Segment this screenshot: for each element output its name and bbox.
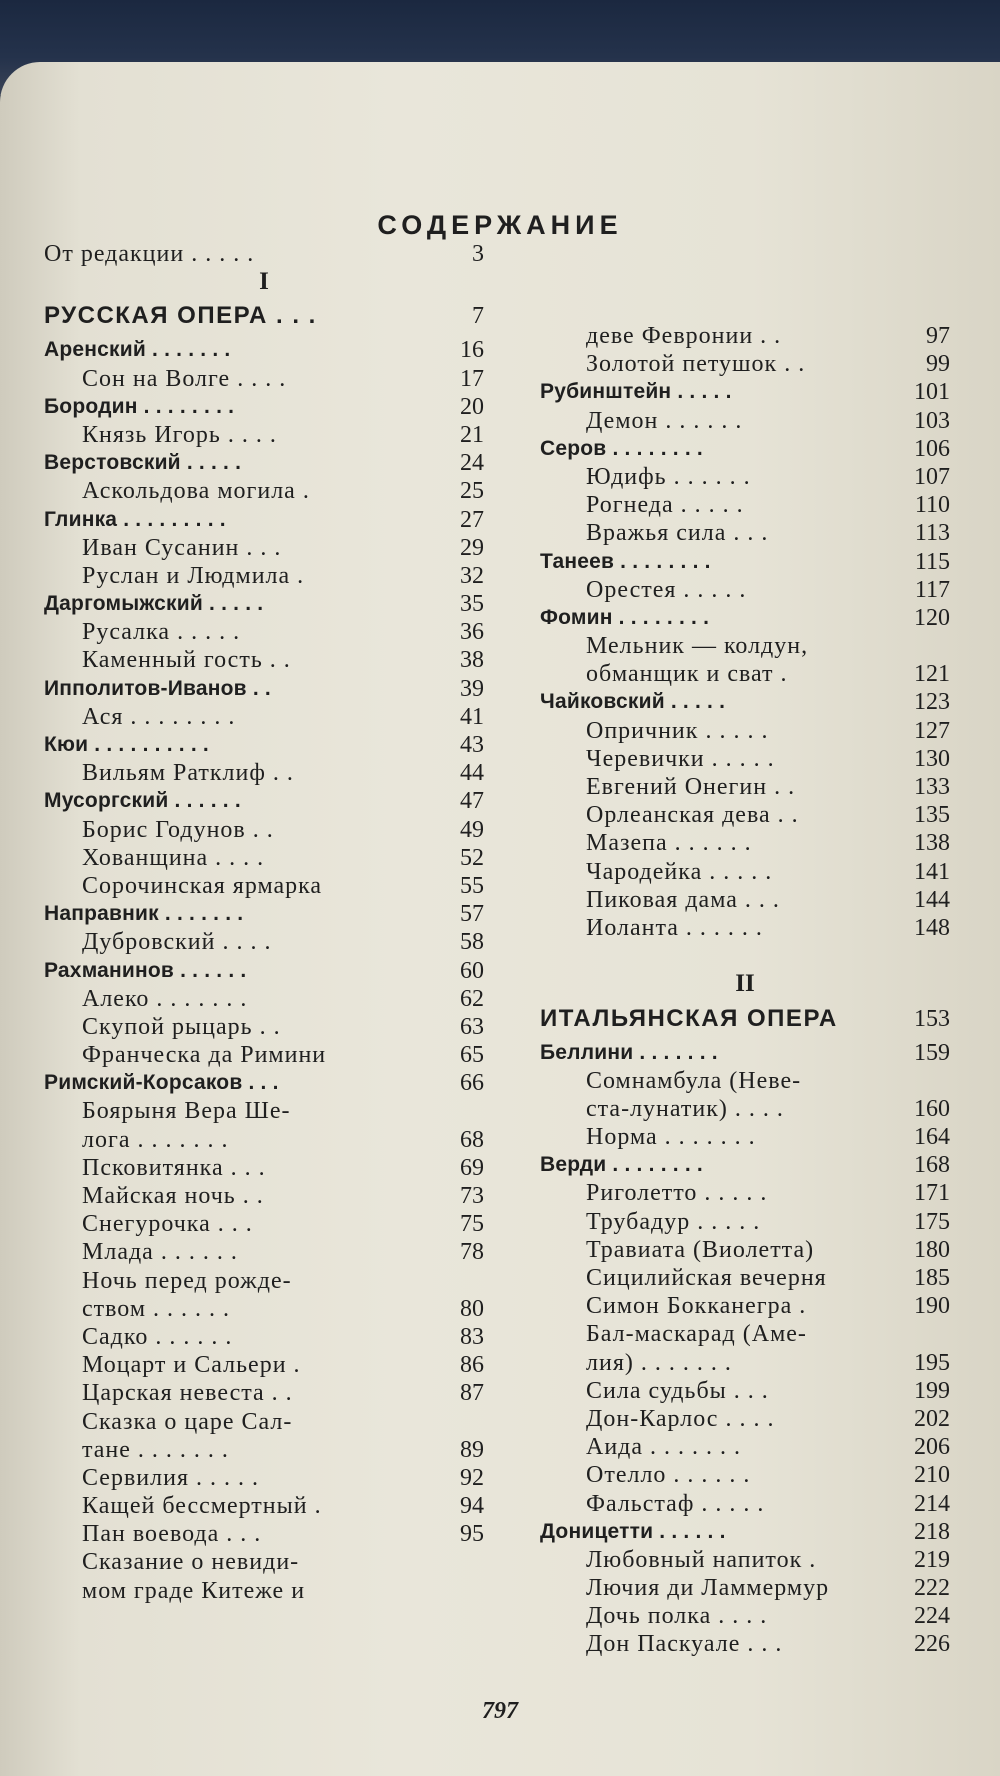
toc-entry-page: 120 — [914, 604, 950, 631]
toc-entry-page: 73 — [460, 1183, 484, 1209]
toc-entry-work — [540, 1179, 950, 1207]
toc-entry-page: 144 — [914, 886, 950, 913]
toc-entry-composer — [44, 900, 484, 928]
toc-entry-title: Верди . . . . . . . . — [540, 1153, 703, 1177]
toc-entry-title: Доницетти . . . . . . — [540, 1519, 726, 1543]
toc-entry-title: Чайковский . . . . . — [540, 690, 726, 714]
toc-entry-title: Сказание о невиди- — [82, 1549, 300, 1576]
toc-entry-work — [44, 1492, 484, 1520]
toc-entry-page: 25 — [460, 478, 484, 505]
toc-entry-composer — [540, 378, 950, 406]
toc-entry-page: 110 — [914, 492, 950, 519]
toc-entry-page: 171 — [914, 1180, 950, 1207]
toc-entry-title: Трубадур . . . . . — [586, 1208, 761, 1235]
toc-entry-work — [44, 421, 484, 449]
toc-entry-title: ста-лунатик) . . . . — [586, 1095, 784, 1122]
toc-entry-page: 175 — [914, 1208, 950, 1235]
toc-entry-title: Демон . . . . . . — [586, 407, 743, 434]
toc-entry-title: Иоланта . . . . . . — [586, 914, 763, 941]
toc-entry-page: 130 — [914, 745, 950, 772]
toc-entry-page: 199 — [914, 1377, 950, 1404]
toc-entry-intro — [44, 240, 484, 268]
toc-entry-page: 135 — [914, 802, 950, 829]
toc-entry-title: деве Февронии . . — [586, 323, 782, 349]
toc-entry-work — [44, 1097, 484, 1125]
toc-entry-work — [540, 1067, 950, 1095]
toc-entry-title: Беллини . . . . . . . — [540, 1040, 718, 1064]
toc-entry-work — [540, 914, 950, 942]
toc-entry-title: Любовный напиток . — [586, 1546, 817, 1573]
toc-entry-work — [44, 1210, 484, 1238]
toc-entry-work — [540, 407, 950, 435]
toc-entry-work — [540, 886, 950, 914]
toc-entry-work — [44, 365, 484, 393]
toc-entry-work — [540, 463, 950, 491]
toc-entry-title: Дубровский . . . . — [82, 929, 272, 956]
toc-entry-work — [540, 1208, 950, 1236]
toc-entry-cont — [44, 1126, 484, 1154]
toc-entry-page: 92 — [460, 1464, 484, 1491]
toc-entry-title: обманщик и сват . — [586, 661, 788, 688]
toc-entry-cont — [540, 1349, 950, 1377]
toc-entry-title: Евгений Онегин . . — [586, 774, 796, 800]
toc-entry-work — [44, 1041, 484, 1069]
toc-entry-title: Бал-маскарад (Аме- — [586, 1321, 807, 1348]
toc-entry-page: 95 — [460, 1521, 484, 1548]
toc-entry-page: 224 — [914, 1603, 950, 1630]
toc-entry-work — [540, 632, 950, 660]
toc-entry-title: Кюи . . . . . . . . . . — [44, 733, 209, 756]
toc-entry-title: лога . . . . . . . — [82, 1126, 229, 1153]
toc-entry-title: Сказка о царе Сал- — [82, 1408, 293, 1435]
toc-entry-page: 21 — [460, 421, 484, 448]
toc-entry-page: 101 — [914, 379, 950, 406]
toc-entry-work — [540, 1123, 950, 1151]
toc-entry-work — [540, 1461, 950, 1489]
toc-entry-work — [540, 350, 950, 378]
toc-entry-title: мом граде Китеже и — [82, 1577, 306, 1604]
toc-entry-title: Руслан и Людмила . — [82, 562, 305, 589]
toc-entry-page: 133 — [914, 774, 950, 800]
toc-entry-title: Черевички . . . . . — [586, 745, 775, 772]
toc-entry-page: 164 — [914, 1124, 950, 1151]
toc-left-column — [44, 240, 484, 1605]
toc-entry-title: Борис Годунов . . — [82, 816, 274, 843]
toc-entry-work — [44, 872, 484, 900]
toc-entry-page: 44 — [460, 760, 484, 787]
toc-entry-work — [540, 491, 950, 519]
toc-entry-cont — [44, 1295, 484, 1323]
toc-entry-title: Отелло . . . . . . — [586, 1462, 751, 1489]
toc-entry-page: 3 — [472, 241, 484, 267]
toc-entry-title: Сервилия . . . . . — [82, 1464, 259, 1491]
toc-entry-page: 113 — [914, 520, 950, 547]
toc-entry-page: 148 — [914, 914, 950, 941]
toc-entry-title: Норма . . . . . . . — [586, 1124, 756, 1151]
toc-entry-page: 63 — [460, 1013, 484, 1040]
toc-entry-page: 57 — [460, 901, 484, 928]
toc-entry-work — [44, 1351, 484, 1379]
toc-entry-page: 43 — [460, 732, 484, 758]
toc-entry-work — [44, 1464, 484, 1492]
toc-entry-title: Иван Сусанин . . . — [82, 534, 282, 561]
toc-entry-title: Скупой рыцарь . . — [82, 1013, 281, 1040]
toc-entry-title: РУССКАЯ ОПЕРА . . . — [44, 302, 317, 330]
toc-entry-title: Серов . . . . . . . . — [540, 436, 703, 460]
toc-entry-page: 35 — [460, 591, 484, 618]
toc-entry-page: 206 — [914, 1434, 950, 1461]
toc-entry-composer — [44, 393, 484, 421]
toc-entry-work — [44, 562, 484, 590]
toc-entry-title: Снегурочка . . . — [82, 1211, 253, 1238]
toc-entry-page: 123 — [914, 689, 950, 716]
toc-entry-title: I — [259, 268, 269, 296]
toc-entry-page: 80 — [460, 1295, 484, 1322]
toc-entry-title: Царская невеста . . — [82, 1380, 293, 1407]
toc-entry-title: Вильям Ратклиф . . — [82, 760, 294, 787]
toc-entry-part — [44, 268, 484, 296]
toc-entry-composer — [44, 957, 484, 985]
toc-entry-work — [540, 1630, 950, 1658]
toc-entry-work — [540, 829, 950, 857]
toc-entry-composer — [540, 548, 950, 576]
toc-entry-page: 214 — [914, 1490, 950, 1517]
toc-entry-title: Лючия ди Ламмермур — [586, 1575, 830, 1602]
toc-entry-page: 97 — [926, 323, 950, 349]
toc-entry-page: 27 — [460, 506, 484, 533]
toc-entry-page: 141 — [914, 858, 950, 885]
toc-entry-work — [44, 1182, 484, 1210]
toc-entry-title: Мусоргский . . . . . . — [44, 789, 241, 813]
toc-entry-title: От редакции . . . . . — [44, 241, 255, 267]
toc-entry-title: Рахманинов . . . . . . — [44, 958, 247, 982]
toc-entry-title: Дочь полка . . . . — [586, 1603, 768, 1630]
toc-entry-work — [44, 816, 484, 844]
toc-entry-title: Моцарт и Сальери . — [82, 1352, 301, 1379]
toc-entry-title: II — [735, 970, 755, 998]
toc-entry-page: 153 — [914, 1005, 950, 1032]
toc-entry-title: Юдифь . . . . . . — [586, 463, 751, 490]
toc-entry-work — [540, 1546, 950, 1574]
toc-entry-page: 55 — [460, 872, 484, 899]
toc-entry-composer — [44, 449, 484, 477]
toc-entry-page: 195 — [914, 1349, 950, 1376]
toc-entry-page: 65 — [460, 1042, 484, 1069]
toc-entry-cont — [44, 1577, 484, 1605]
toc-entry-page: 20 — [460, 393, 484, 420]
toc-entry-blank — [540, 942, 950, 970]
toc-entry-title: Рубинштейн . . . . . — [540, 380, 732, 404]
toc-entry-work — [540, 1433, 950, 1461]
toc-entry-title: Хованщина . . . . — [82, 844, 265, 871]
toc-entry-title: Фальстаф . . . . . — [586, 1490, 765, 1517]
toc-entry-title: Вражья сила . . . — [586, 520, 769, 547]
toc-entry-title: Сила судьбы . . . — [586, 1377, 769, 1404]
toc-entry-page: 138 — [914, 830, 950, 857]
toc-entry-page: 159 — [914, 1039, 950, 1066]
toc-entry-title: Боярыня Вера Ше- — [82, 1098, 291, 1125]
toc-entry-work — [44, 1408, 484, 1436]
toc-entry-work — [540, 1292, 950, 1320]
toc-entry-title: Симон Бокканегра . — [586, 1293, 807, 1320]
toc-entry-title: Пан воевода . . . — [82, 1521, 262, 1548]
toc-entry-work — [44, 844, 484, 872]
toc-entry-title: Опричник . . . . . — [586, 717, 769, 744]
toc-entry-page: 29 — [460, 534, 484, 561]
toc-entry-page: 32 — [460, 562, 484, 589]
toc-entry-title: Ночь перед рожде- — [82, 1267, 292, 1294]
toc-entry-page: 115 — [914, 548, 950, 575]
toc-entry-composer — [44, 590, 484, 618]
toc-entry-composer — [44, 731, 484, 759]
toc-entry-title: Аренский . . . . . . . — [44, 338, 231, 362]
toc-entry-page: 38 — [460, 647, 484, 674]
toc-entry-title: Рогнеда . . . . . — [586, 492, 744, 519]
toc-entry-title: Риголетто . . . . . — [586, 1180, 768, 1207]
toc-entry-page: 60 — [460, 957, 484, 984]
toc-entry-title: Римский-Корсаков . . . — [44, 1071, 279, 1095]
toc-entry-page: 83 — [460, 1323, 484, 1350]
toc-entry-part — [540, 970, 950, 998]
toc-entry-work — [44, 703, 484, 731]
toc-entry-title: Аида . . . . . . . — [586, 1434, 742, 1461]
toc-entry-page: 190 — [914, 1293, 950, 1320]
toc-entry-page: 99 — [926, 351, 950, 378]
toc-entry-composer — [540, 1151, 950, 1179]
toc-entry-title: Сомнамбула (Неве- — [586, 1067, 802, 1094]
toc-entry-title: Франческа да Римини — [82, 1042, 327, 1069]
toc-entry-cont — [540, 1095, 950, 1123]
toc-entry-composer — [44, 336, 484, 364]
toc-right-column — [540, 322, 950, 1659]
toc-entry-page: 94 — [460, 1493, 484, 1520]
toc-entry-title: Садко . . . . . . — [82, 1323, 233, 1350]
toc-entry-title: Млада . . . . . . — [82, 1239, 238, 1266]
toc-entry-page: 86 — [460, 1352, 484, 1379]
toc-entry-page: 210 — [914, 1462, 950, 1489]
toc-entry-page: 226 — [914, 1631, 950, 1658]
toc-entry-work — [540, 858, 950, 886]
toc-entry-page: 202 — [914, 1405, 950, 1432]
toc-entry-page: 117 — [914, 576, 950, 603]
toc-entry-work — [44, 985, 484, 1013]
toc-entry-title: ИТАЛЬЯНСКАЯ ОПЕРА — [540, 1004, 838, 1032]
toc-entry-work — [44, 1238, 484, 1266]
toc-entry-work — [44, 759, 484, 787]
toc-entry-title: лия) . . . . . . . — [586, 1349, 732, 1376]
toc-entry-title: Травиата (Виолетта) — [586, 1236, 815, 1263]
toc-entry-page: 62 — [460, 985, 484, 1012]
toc-entry-work — [540, 1377, 950, 1405]
toc-entry-work — [44, 928, 484, 956]
toc-entry-composer — [540, 1039, 950, 1067]
toc-entry-title: Алеко . . . . . . . — [82, 985, 248, 1012]
toc-entry-work — [540, 1602, 950, 1630]
toc-entry-page: 47 — [460, 788, 484, 815]
toc-entry-work — [540, 1320, 950, 1348]
toc-entry-title: Русалка . . . . . — [82, 619, 241, 646]
toc-entry-page: 180 — [914, 1236, 950, 1263]
toc-entry-composer — [44, 787, 484, 815]
toc-entry-page: 219 — [914, 1546, 950, 1573]
toc-entry-page: 69 — [460, 1154, 484, 1181]
toc-entry-page: 36 — [460, 619, 484, 646]
toc-entry-composer — [44, 1069, 484, 1097]
toc-entry-work — [540, 745, 950, 773]
toc-entry-work — [44, 477, 484, 505]
toc-entry-page: 103 — [914, 407, 950, 434]
toc-entry-title: Ася . . . . . . . . — [82, 703, 236, 730]
toc-entry-page: 24 — [460, 450, 484, 477]
toc-entry-title: Каменный гость . . — [82, 647, 291, 674]
toc-entry-work — [540, 576, 950, 604]
toc-entry-title: Орлеанская дева . . — [586, 802, 799, 829]
toc-entry-work — [44, 1267, 484, 1295]
toc-entry-title: Аскольдова могила . — [82, 478, 310, 505]
toc-entry-page: 87 — [460, 1380, 484, 1407]
toc-entry-page: 68 — [460, 1126, 484, 1153]
toc-entry-title: Майская ночь . . — [82, 1183, 264, 1209]
toc-entry-title: Верстовский . . . . . — [44, 451, 242, 475]
toc-entry-cont — [540, 322, 950, 350]
toc-entry-work — [44, 1379, 484, 1407]
toc-entry-cont — [540, 660, 950, 688]
toc-entry-page: 17 — [460, 365, 484, 392]
toc-entry-work — [540, 801, 950, 829]
toc-entry-work — [44, 1154, 484, 1182]
book-page — [0, 62, 1000, 1776]
toc-entry-title: ством . . . . . . — [82, 1295, 231, 1322]
toc-entry-work — [540, 1490, 950, 1518]
toc-entry-work — [540, 519, 950, 547]
toc-entry-page: 66 — [460, 1070, 484, 1097]
toc-entry-page: 41 — [460, 703, 484, 730]
toc-entry-title: Орестея . . . . . — [586, 576, 747, 603]
toc-entry-page: 106 — [914, 435, 950, 462]
toc-entry-page: 89 — [460, 1436, 484, 1463]
toc-entry-work — [44, 618, 484, 646]
toc-entry-title: Сон на Волге . . . . — [82, 365, 287, 392]
toc-entry-title: Фомин . . . . . . . . — [540, 605, 710, 629]
toc-entry-title: Золотой петушок . . — [586, 351, 806, 378]
toc-entry-title: тане . . . . . . . — [82, 1436, 229, 1463]
toc-entry-title: Даргомыжский . . . . . — [44, 592, 264, 616]
toc-entry-work — [44, 1323, 484, 1351]
toc-entry-work — [540, 1574, 950, 1602]
toc-entry-section — [44, 296, 484, 336]
toc-entry-title: Бородин . . . . . . . . — [44, 394, 235, 418]
toc-entry-page: 222 — [914, 1575, 950, 1602]
toc-entry-composer — [44, 675, 484, 703]
toc-entry-title: Псковитянка . . . — [82, 1154, 266, 1181]
toc-entry-composer — [540, 604, 950, 632]
toc-entry-title: Сицилийская вечерня — [586, 1265, 827, 1291]
toc-entry-title: Глинка . . . . . . . . . — [44, 507, 226, 531]
toc-entry-title: Кащей бессмертный . — [82, 1493, 322, 1520]
toc-entry-work — [44, 1013, 484, 1041]
toc-entry-work — [540, 1405, 950, 1433]
toc-entry-page: 49 — [460, 816, 484, 843]
toc-entry-title: Дон Паскуале . . . — [586, 1631, 783, 1658]
toc-entry-work — [44, 1520, 484, 1548]
toc-entry-work — [44, 534, 484, 562]
toc-entry-title: Направник . . . . . . . — [44, 902, 244, 926]
toc-entry-page: 160 — [914, 1095, 950, 1122]
toc-entry-work — [540, 717, 950, 745]
toc-entry-page: 107 — [914, 463, 950, 490]
toc-entry-page: 127 — [914, 717, 950, 744]
page-number: 797 — [482, 1698, 518, 1724]
toc-entry-page: 218 — [914, 1518, 950, 1545]
toc-entry-page: 75 — [460, 1211, 484, 1238]
toc-entry-cont — [44, 1436, 484, 1464]
toc-entry-page: 7 — [472, 303, 484, 330]
toc-entry-section — [540, 999, 950, 1039]
page-title: СОДЕРЖАНИЕ — [377, 210, 623, 240]
toc-entry-page: 168 — [914, 1152, 950, 1179]
toc-entry-title: Мельник — колдун, — [586, 633, 809, 660]
toc-entry-work — [44, 646, 484, 674]
toc-entry-page: 39 — [460, 675, 484, 702]
toc-entry-page: 58 — [460, 929, 484, 956]
toc-entry-title: Пиковая дама . . . — [586, 886, 780, 913]
toc-entry-title: Ипполитов-Иванов . . — [44, 676, 271, 700]
toc-entry-page: 185 — [914, 1265, 950, 1291]
toc-entry-composer — [540, 435, 950, 463]
toc-entry-title: Князь Игорь . . . . — [82, 421, 277, 448]
toc-entry-title: Чародейка . . . . . — [586, 858, 773, 885]
toc-entry-page: 16 — [460, 337, 484, 364]
toc-entry-title: Мазепа . . . . . . — [586, 830, 752, 857]
toc-entry-title: Сорочинская ярмарка — [82, 872, 323, 899]
toc-entry-composer — [540, 688, 950, 716]
toc-entry-page: 78 — [460, 1239, 484, 1266]
toc-entry-title: Танеев . . . . . . . . — [540, 549, 711, 573]
toc-entry-work — [540, 773, 950, 801]
toc-entry-work — [540, 1264, 950, 1292]
toc-entry-work — [540, 1236, 950, 1264]
toc-entry-composer — [44, 506, 484, 534]
toc-entry-work — [44, 1548, 484, 1576]
toc-entry-page: 121 — [914, 661, 950, 688]
toc-entry-composer — [540, 1518, 950, 1546]
toc-entry-title: Дон-Карлос . . . . — [586, 1405, 775, 1432]
toc-entry-page: 52 — [460, 844, 484, 871]
